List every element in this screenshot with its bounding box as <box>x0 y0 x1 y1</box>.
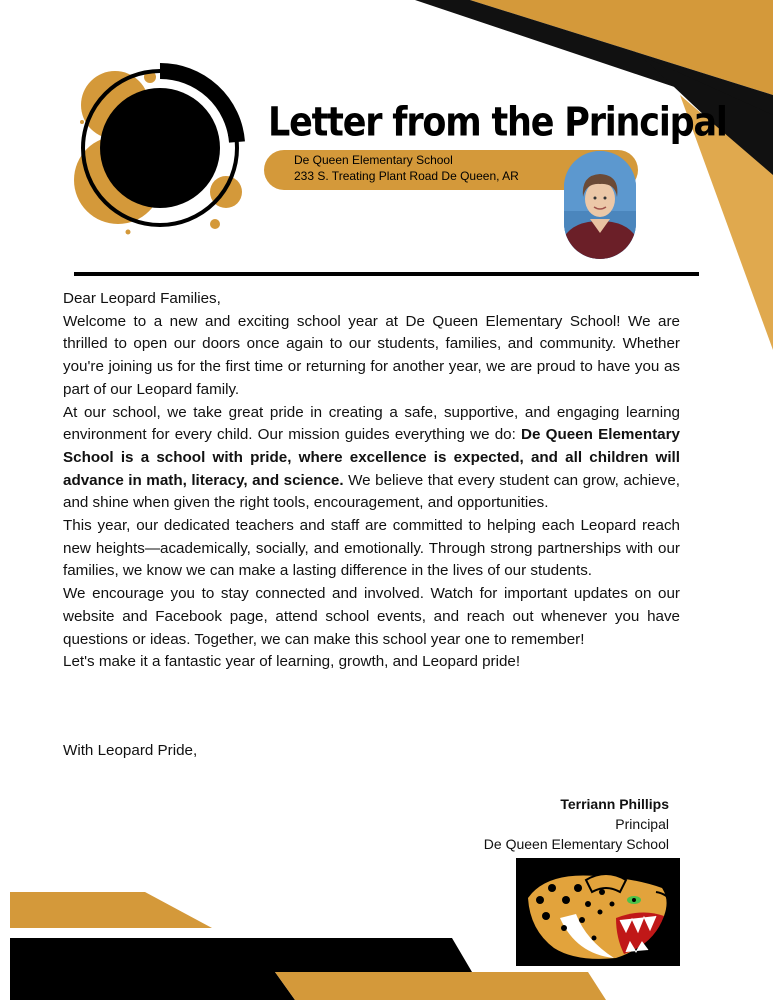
signature-school: De Queen Elementary School <box>483 836 669 852</box>
mission-intro: At our school, we take great pride in creating a safe, supportive, and engaging learning environment for every child. Our mission guides everything we do: <box>63 403 680 444</box>
paragraph-closing-wish: Let's make it a fantastic year of learning, growth, and Leopard pride! <box>63 653 521 671</box>
mission-statement: De Queen Elementary School is a school with pride, where excellence is expected, and all children will advance in math, literacy, and science. <box>63 426 680 489</box>
letter-body <box>63 288 680 674</box>
mission-followup: We believe that every student can grow, achieve, and shine when given the right tools, encouragement, and opportunities. <box>63 471 680 512</box>
signature-role: Principal <box>615 816 669 832</box>
paragraph-staff: This year, our dedicated teachers and staff are committed to helping each Leopard reach new heights—academically, socially, and emotionally. Through strong partnerships with our families, we know we can make a lasting difference in the lives of our students. <box>63 517 680 580</box>
page-title: Letter from the Principal <box>268 100 727 146</box>
paragraph-involvement: We encourage you to stay connected and involved. Watch for important updates on our website and Facebook page, attend school events, and reach out whenever you have questions or ideas. Together, we can make this school year one to remember! <box>63 585 680 648</box>
principal-photo <box>564 151 636 259</box>
salutation: Dear Leopard Families, <box>63 290 221 307</box>
closing-line: With Leopard Pride, <box>63 742 198 759</box>
school-address: 233 S. Treating Plant Road De Queen, AR <box>294 169 519 183</box>
signature-name: Terriann Phillips <box>560 796 669 812</box>
paragraph-mission <box>63 402 680 516</box>
header-divider <box>74 272 699 276</box>
school-name: De Queen Elementary School <box>294 153 453 167</box>
footer-decoration <box>0 880 773 1000</box>
paragraph-welcome: Welcome to a new and exciting school year at De Queen Elementary School! We are thrilled to open our doors once again to our students, families, and community. Whether you're joining us for the first time or returning for another year, we are proud to have you as part of our Leopard family. <box>63 312 680 398</box>
signature-block <box>484 794 669 854</box>
